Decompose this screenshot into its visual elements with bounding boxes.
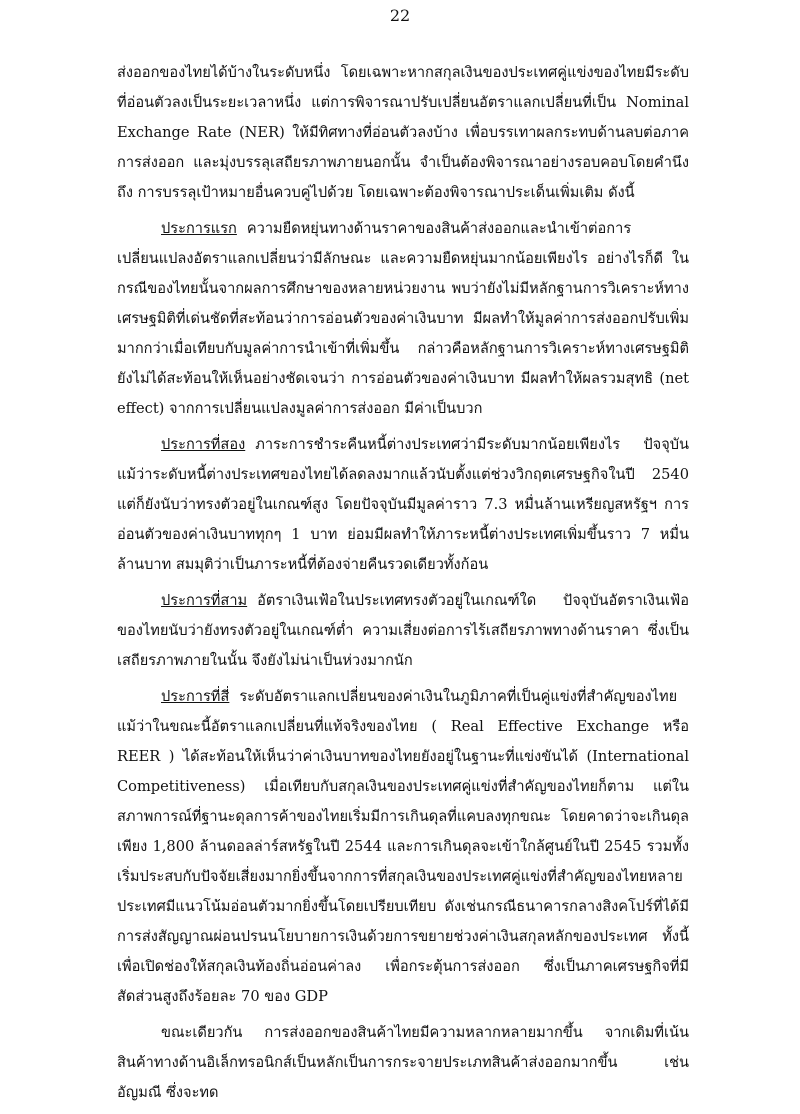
page-number: 22 (389, 6, 411, 25)
paragraph-text: ส่งออกของไทยได้บ้างในระดับหนึ่ง โดยเฉพาะหากสกุลเงินของประเทศคู่แข่งของไทยมีระดับที่อ่อนตัวลงเป็นระยะเวลาหนึ่ง แต่การพิจารณาปรับเปลี่ยนอัตราแลกเปลี่ยนที่เป็น Nominal Exchange Rate (NER) ให้มีทิศทางที่อ่อนตัวลงบ้าง เพื่อบรรเทาผลกระทบด้านลบต่อภาคการส่งออก และมุ่งบรรลุเสถียรภาพภายนอกนั้น จำเป็นต้องพิจารณาอย่างรอบคอบโดยคำนึงถึง การบรรลุเป้าหมายอื่นควบคู่ไปด้วย โดยเฉพาะต้องพิจารณาประเด็นเพิ่มเติม ดังนี้ (117, 64, 689, 201)
paragraph-heading: ประการที่สี่ (161, 688, 230, 705)
paragraph-text: ขณะเดียวกัน การส่งออกของสินค้าไทยมีความหลากหลายมากขึ้น จากเดิมที่เน้นสินค้าทางด้านอิเล็กทรอนิกส์เป็นหลักเป็นการกระจายประเภทสินค้าส่งออกมากขึ้น เช่น อัญมณี ซึ่งจะทด (117, 1024, 689, 1101)
paragraph-heading: ประการที่สาม (161, 592, 248, 609)
paragraph-first-point (117, 214, 689, 424)
paragraph-text: อัตราเงินเฟ้อในประเทศทรงตัวอยู่ในเกณฑ์ใด ปัจจุบันอัตราเงินเฟ้อของไทยนับว่ายังทรงตัวอยู่ในเกณฑ์ต่ำ ความเสี่ยงต่อการไร้เสถียรภาพทางด้านราคา ซึ่งเป็นเสถียรภาพภายในนั้น จึงยังไม่น่าเป็นห่วงมากนัก (117, 592, 689, 669)
paragraph-second-point (117, 430, 689, 580)
paragraph-text: ภาระการชำระคืนหนี้ต่างประเทศว่ามีระดับมากน้อยเพียงไร ปัจจุบันแม้ว่าระดับหนี้ต่างประเทศของไทยได้ลดลงมากแล้วนับตั้งแต่ช่วงวิกฤตเศรษฐกิจในปี 2540 แต่ก็ยังนับว่าทรงตัวอยู่ในเกณฑ์สูง โดยปัจจุบันมีมูลค่าราว 7.3 หมื่นล้านเหรียญสหรัฐฯ การอ่อนตัวของค่าเงินบาททุกๆ 1 บาท ย่อมมีผลทำให้ภาระหนี้ต่างประเทศเพิ่มขึ้นราว 7 หมื่นล้านบาท สมมุติว่าเป็นภาระหนี้ที่ต้องจ่ายคืนรวดเดียวทั้งก้อน (117, 436, 689, 573)
paragraph-third-point (117, 586, 689, 676)
paragraph-fourth-point (117, 682, 689, 1012)
paragraph-continuation (117, 58, 689, 208)
paragraph-text: ความยืดหยุ่นทางด้านราคาของสินค้าส่งออกและนำเข้าต่อการเปลี่ยนแปลงอัตราแลกเปลี่ยนว่ามีลักษณะ และความยืดหยุ่นมากน้อยเพียงไร อย่างไรก็ดี ในกรณีของไทยนั้นจากผลการศึกษาของหลายหน่วยงาน พบว่ายังไม่มีหลักฐานการวิเคราะห์ทางเศรษฐมิติที่เด่นชัดที่สะท้อนว่าการอ่อนตัวของค่าเงินบาท มีผลทำให้มูลค่าการส่งออกปรับเพิ่มมากกว่าเมื่อเทียบกับมูลค่าการนำเข้าที่เพิ่มขึ้น กล่าวคือหลักฐานการวิเคราะห์ทางเศรษฐมิติยังไม่ได้สะท้อนให้เห็นอย่างชัดเจนว่า การอ่อนตัวของค่าเงินบาท มีผลทำให้ผลรวมสุทธิ (net effect) จากการเปลี่ยนแปลงมูลค่าการส่งออก มีค่าเป็นบวก (117, 220, 689, 417)
paragraph-heading: ประการที่สอง (161, 436, 246, 453)
paragraph-closing (117, 1018, 689, 1108)
paragraph-text: ระดับอัตราแลกเปลี่ยนของค่าเงินในภูมิภาคที่เป็นคู่แข่งที่สำคัญของไทย แม้ว่าในขณะนี้อัตราแลกเปลี่ยนที่แท้จริงของไทย ( Real Effective Exchange หรือ REER ) ได้สะท้อนให้เห็นว่าค่าเงินบาทของไทยยังอยู่ในฐานะที่แข่งขันได้ (International Competitiveness) เมื่อเทียบกับสกุลเงินของประเทศคู่แข่งที่สำคัญของไทยก็ตาม แต่ในสภาพการณ์ที่ฐานะดุลการค้าของไทยเริ่มมีการเกินดุลที่แคบลงทุกขณะ โดยคาดว่าจะเกินดุลเพียง 1,800 ล้านดอลล่าร์สหรัฐในปี 2544 และการเกินดุลจะเข้าใกล้ศูนย์ในปี 2545 รวมทั้งเริ่มประสบกับปัจจัยเสี่ยงมากยิ่งขึ้นจากการที่สกุลเงินของประเทศคู่แข่งที่สำคัญของไทยหลายประเทศมีแนวโน้มอ่อนตัวมากยิ่งขึ้นโดยเปรียบเทียบ ดังเช่นกรณีธนาคารกลางสิงคโปร์ที่ได้มีการส่งสัญญาณผ่อนปรนนโยบายการเงินด้วยการขยายช่วงค่าเงินสกุลหลักของประเทศ ทั้งนี้ เพื่อเปิดช่องให้สกุลเงินท้องถิ่นอ่อนค่าลง เพื่อกระตุ้นการส่งออก ซึ่งเป็นภาคเศรษฐกิจที่มีสัดส่วนสูงถึงร้อยละ 70 ของ GDP (117, 688, 689, 1005)
paragraph-heading: ประการแรก (161, 220, 237, 237)
document-body (117, 58, 689, 1114)
